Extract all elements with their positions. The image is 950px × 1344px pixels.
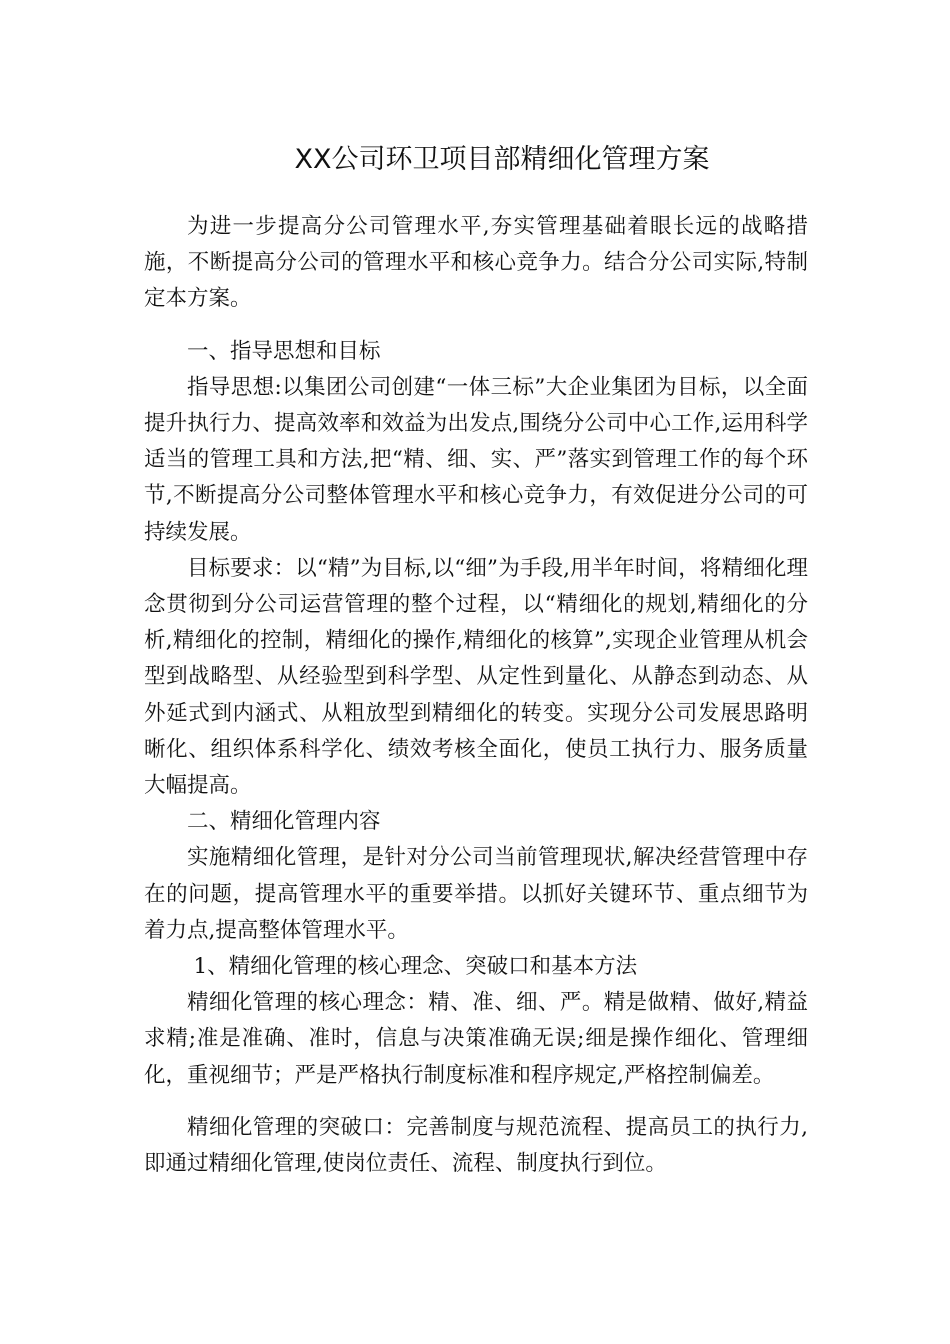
section-heading-management-content: 二、精细化管理内容 [187, 809, 381, 835]
document-body [144, 209, 808, 1182]
breakthrough-paragraph: 精细化管理的突破口：完善制度与规范流程、提高员工的执行力,即通过精细化管理,使岗位责任、流程、制度执行到位。 [144, 1114, 808, 1177]
document-title: XX公司环卫项目部精细化管理方案 [294, 144, 710, 175]
intro-paragraph: 为进一步提高分公司管理水平,夯实管理基础着眼长远的战略措施，不断提高分公司的管理水平和核心竞争力。结合分公司实际,特制定本方案。 [144, 214, 808, 312]
section-heading-guiding-ideology: 一、指导思想和目标 [187, 338, 381, 364]
subsection-heading-core-concepts: 1、精细化管理的核心理念、突破口和基本方法 [193, 954, 638, 980]
management-content-paragraph: 实施精细化管理，是针对分公司当前管理现状,解决经营管理中存在的问题，提高管理水平的重要举措。以抓好关键环节、重点细节为着力点,提高整体管理水平。 [144, 845, 808, 943]
core-concept-paragraph: 精细化管理的核心理念：精、准、细、严。精是做精、做好,精益求精;准是准确、准时，信息与决策准确无误;细是操作细化、管理细化，重视细节；严是严格执行制度标准和程序规定,严格控制偏差。 [144, 990, 808, 1088]
goal-requirements-paragraph: 目标要求：以“精”为目标,以“细”为手段,用半年时间，将精细化理念贯彻到分公司运营管理的整个过程，以“精细化的规划,精细化的分析,精细化的控制，精细化的操作,精细化的核算”,实现企业管理从机会型到战略型、从经验型到科学型、从定性到量化、从静态到动态、从外延式到内涵式、从粗放型到精细化的转变。实现分公司发展思路明晰化、组织体系科学化、绩效考核全面化，使员工执行力、服务质量大幅提高。 [144, 555, 808, 799]
guiding-ideology-paragraph: 指导思想:以集团公司创建“一体三标”大企业集团为目标，以全面提升执行力、提高效率和效益为出发点,围绕分公司中心工作,运用科学适当的管理工具和方法,把“精、细、实、严”落实到管理工作的每个环节,不断提高分公司整体管理水平和核心竞争力，有效促进分公司的可持续发展。 [144, 374, 808, 545]
